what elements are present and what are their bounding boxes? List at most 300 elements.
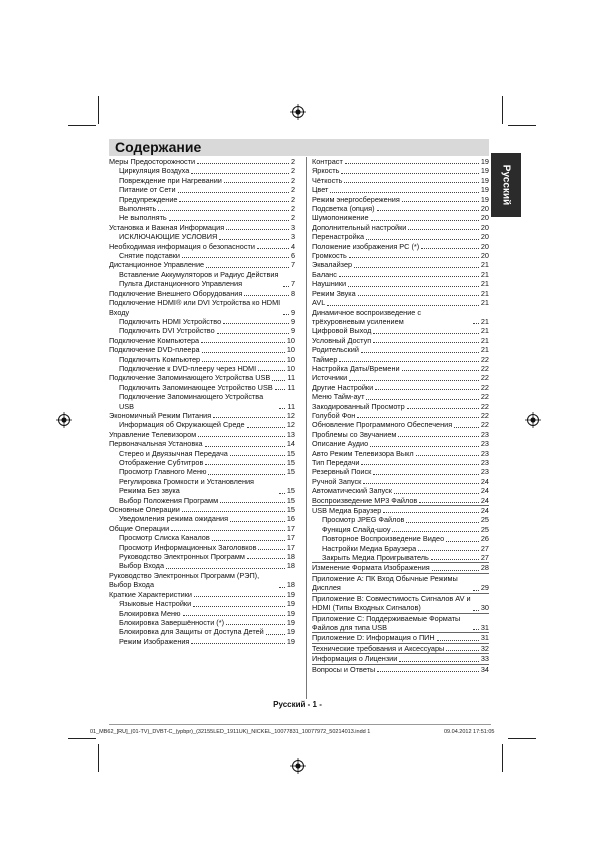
toc-entry[interactable] <box>109 590 295 599</box>
toc-entry[interactable] <box>109 373 295 382</box>
toc-entry-page: 27 <box>480 553 489 563</box>
toc-entry-page: 3 <box>290 222 295 232</box>
toc-entry[interactable] <box>312 166 489 175</box>
toc-entry[interactable] <box>109 232 295 241</box>
toc-entry-page: 22 <box>480 363 489 373</box>
toc-entry[interactable] <box>312 534 489 543</box>
toc-leader-dots <box>416 455 479 456</box>
date-info: 09.04.2012 17:51:05 <box>444 729 495 735</box>
toc-entry-label: Подключение Компьютера <box>109 335 200 345</box>
toc-entry[interactable] <box>312 411 489 420</box>
toc-entry[interactable] <box>312 664 489 674</box>
toc-entry[interactable] <box>109 204 295 213</box>
toc-leader-dots <box>226 624 285 625</box>
toc-leader-dots <box>279 587 285 588</box>
toc-entry-label: Просмотр Информационных Заголовков <box>119 542 257 552</box>
toc-entry-label: Экономичный Режим Питания <box>109 410 212 420</box>
toc-entry-page: 22 <box>480 373 489 383</box>
toc-entry[interactable] <box>109 533 295 542</box>
toc-entry[interactable] <box>312 525 489 534</box>
toc-entry[interactable] <box>312 279 489 288</box>
toc-entry-page: 22 <box>480 392 489 402</box>
bottom-rule <box>109 724 491 725</box>
toc-entry-label: Выбор Входа <box>119 561 164 571</box>
toc-entry[interactable] <box>312 420 489 429</box>
toc-leader-dots <box>330 192 479 193</box>
toc-entry-label: Руководство Электронных Программ (РЭП), Выбор Входа <box>109 570 260 590</box>
toc-leader-dots <box>327 305 479 306</box>
toc-entry-page: 25 <box>480 524 489 534</box>
toc-entry[interactable] <box>312 185 489 194</box>
toc-entry-label: Дистанционное Управление <box>109 260 205 270</box>
toc-entry-label: Информация об Окружающей Среде <box>119 420 245 430</box>
toc-leader-dots <box>224 182 289 183</box>
toc-entry-page: 19 <box>286 636 295 646</box>
toc-leader-dots <box>183 615 285 616</box>
crop-mark <box>508 125 536 126</box>
page-title-bar <box>109 139 489 156</box>
toc-entry[interactable] <box>312 402 489 411</box>
toc-entry[interactable] <box>312 439 489 448</box>
toc-entry[interactable] <box>312 251 489 260</box>
toc-entry-page: 31 <box>480 622 489 632</box>
toc-entry-label: Приложение D: Информация о ПИН <box>312 633 435 643</box>
toc-entry-page: 2 <box>290 213 295 223</box>
toc-entry[interactable] <box>312 553 489 562</box>
toc-entry-label: Наушники <box>312 279 347 289</box>
toc-entry[interactable] <box>109 157 295 166</box>
toc-leader-dots <box>247 427 285 428</box>
toc-entry-label: Приложение C: Поддерживаемые Форматы Файлов для типа USB <box>312 613 461 632</box>
toc-entry[interactable] <box>312 392 489 401</box>
toc-leader-dots <box>193 606 285 607</box>
toc-leader-dots <box>371 220 479 221</box>
toc-entry-page: 17 <box>286 523 295 533</box>
toc-leader-dots <box>169 220 289 221</box>
toc-entry-label: AVL <box>312 298 326 308</box>
toc-entry-page: 15 <box>286 495 295 505</box>
toc-leader-dots <box>473 590 479 591</box>
toc-entry-label: Стерео и Двуязычная Передача <box>119 448 228 458</box>
toc-entry-page: 18 <box>286 552 295 562</box>
toc-entry-page: 13 <box>286 429 295 439</box>
toc-entry[interactable] <box>312 458 489 467</box>
toc-entry[interactable] <box>109 637 295 646</box>
toc-entry[interactable] <box>109 176 295 185</box>
toc-entry[interactable] <box>312 364 489 373</box>
toc-entry[interactable] <box>109 609 295 618</box>
toc-entry-label: Функция Слайд-шоу <box>322 524 391 534</box>
toc-entry-label: Подключение Запоминающего Устройства USB <box>109 373 271 383</box>
toc-entry-page: 23 <box>480 467 489 477</box>
toc-leader-dots <box>418 550 479 551</box>
toc-leader-dots <box>206 267 289 268</box>
toc-leader-dots <box>223 323 289 324</box>
toc-entry[interactable] <box>109 317 295 326</box>
toc-leader-dots <box>358 295 479 296</box>
crop-mark <box>68 738 96 739</box>
toc-entry[interactable] <box>109 166 295 175</box>
toc-entry-label: Цвет <box>312 185 329 195</box>
toc-entry-page: 27 <box>480 543 489 553</box>
toc-entry[interactable] <box>312 289 489 298</box>
language-side-tab-label: Русский <box>500 164 512 206</box>
toc-entry[interactable] <box>312 157 489 166</box>
toc-entry-page: 10 <box>286 335 295 345</box>
toc-entry-page: 2 <box>290 175 295 185</box>
toc-entry[interactable] <box>312 449 489 458</box>
toc-entry-page: 32 <box>480 643 489 653</box>
toc-entry[interactable] <box>312 270 489 279</box>
toc-entry-label: Циркуляция Воздуха <box>119 166 190 176</box>
toc-entry[interactable] <box>109 467 295 476</box>
toc-entry-label: Подсветка (опция) <box>312 204 375 214</box>
toc-entry[interactable] <box>109 524 295 533</box>
toc-leader-dots <box>182 511 285 512</box>
toc-entry-page: 2 <box>290 185 295 195</box>
toc-entry[interactable] <box>312 373 489 382</box>
toc-leader-dots <box>258 549 284 550</box>
toc-entry[interactable] <box>109 439 295 448</box>
toc-entry-label: Первоначальная Установка <box>109 439 203 449</box>
toc-entry[interactable] <box>109 195 295 204</box>
toc-leader-dots <box>373 474 479 475</box>
toc-entry[interactable] <box>109 552 295 561</box>
toc-entry-label: Эквалайзер <box>312 260 353 270</box>
toc-entry[interactable] <box>312 486 489 495</box>
toc-leader-dots <box>354 267 479 268</box>
toc-leader-dots <box>283 314 289 315</box>
toc-entry[interactable] <box>109 383 295 392</box>
toc-entry-label: Режим Изображения <box>119 636 190 646</box>
toc-entry-label: Уведомления режима ожидания <box>119 514 229 524</box>
toc-entry[interactable] <box>109 251 295 260</box>
toc-entry[interactable] <box>109 336 295 345</box>
toc-leader-dots <box>373 342 479 343</box>
toc-entry[interactable] <box>109 458 295 467</box>
toc-leader-dots <box>266 634 285 635</box>
toc-leader-dots <box>230 521 285 522</box>
toc-leader-dots <box>357 417 479 418</box>
toc-entry-page: 6 <box>290 251 295 261</box>
toc-entry-label: Управление Телевизором <box>109 429 197 439</box>
toc-entry-page: 21 <box>480 279 489 289</box>
toc-entry[interactable] <box>109 543 295 552</box>
toc-entry-page: 19 <box>480 157 489 166</box>
toc-entry[interactable] <box>109 289 295 298</box>
toc-entry[interactable] <box>109 514 295 523</box>
toc-entry[interactable] <box>109 326 295 335</box>
toc-leader-dots <box>366 239 479 240</box>
toc-entry[interactable] <box>312 467 489 476</box>
toc-entry-page: 9 <box>290 307 295 317</box>
toc-entry-page: 20 <box>480 204 489 214</box>
toc-entry[interactable] <box>109 345 295 354</box>
toc-entry[interactable] <box>312 176 489 185</box>
toc-entry-label: Руководство Электронных Программ <box>119 552 245 562</box>
toc-leader-dots <box>377 671 479 672</box>
toc-entry[interactable] <box>312 195 489 204</box>
toc-entry[interactable] <box>312 242 489 251</box>
toc-entry-label: Основные Операции <box>109 505 180 515</box>
toc-entry[interactable] <box>312 643 489 653</box>
toc-entry[interactable] <box>312 298 489 307</box>
toc-entry[interactable] <box>312 223 489 232</box>
toc-entry[interactable] <box>109 260 295 269</box>
toc-entry-label: Условный Доступ <box>312 335 372 345</box>
toc-leader-dots <box>205 464 285 465</box>
toc-entry-label: Яркость <box>312 166 340 176</box>
toc-entry-label: Вставление Аккумуляторов и Радиус Действия Пульта Дистанционного Управления <box>119 269 279 289</box>
toc-entry-label: Громкость <box>312 251 347 261</box>
toc-leader-dots <box>370 446 479 447</box>
toc-leader-dots <box>158 210 289 211</box>
toc-entry-page: 19 <box>286 627 295 637</box>
toc-leader-dots <box>402 201 479 202</box>
toc-entry[interactable] <box>109 477 295 496</box>
toc-entry-label: Блокировка для Защиты от Доступа Детей <box>119 627 264 637</box>
toc-leader-dots <box>191 173 289 174</box>
toc-entry-page: 21 <box>480 288 489 298</box>
toc-entry[interactable] <box>312 260 489 269</box>
toc-leader-dots <box>349 257 479 258</box>
toc-entry-page: 24 <box>480 486 489 496</box>
toc-entry-page: 19 <box>286 599 295 609</box>
toc-entry[interactable] <box>109 618 295 627</box>
toc-entry[interactable] <box>109 571 295 590</box>
toc-entry-page: 15 <box>286 467 295 477</box>
toc-leader-dots <box>348 286 479 287</box>
toc-leader-dots <box>212 540 285 541</box>
toc-entry-label: Приложение A: ПК Вход Обычные Режимы Дисплея <box>312 573 458 593</box>
toc-entry[interactable] <box>109 420 295 429</box>
toc-leader-dots <box>473 629 479 630</box>
toc-entry-label: Приложение B: Совместимость Сигналов AV и HDMI (Типы Входных Сигналов) <box>312 593 471 613</box>
toc-entry-page: 17 <box>286 542 295 552</box>
toc-entry[interactable] <box>109 223 295 232</box>
toc-entry-page: 21 <box>480 326 489 336</box>
toc-entry-page: 15 <box>286 458 295 467</box>
toc-entry-label: Не выполнять <box>119 213 167 223</box>
toc-entry-page: 21 <box>480 345 489 355</box>
toc-entry-label: Авто Режим Телевизора Выкл <box>312 448 414 458</box>
toc-leader-dots <box>437 640 479 641</box>
toc-entry[interactable] <box>109 430 295 439</box>
toc-entry-page: 23 <box>480 439 489 449</box>
toc-leader-dots <box>226 229 289 230</box>
toc-entry-label: Подключение DVD-плеера <box>109 345 200 355</box>
toc-entry-page: 8 <box>290 288 295 298</box>
toc-entry[interactable] <box>109 270 295 289</box>
toc-entry[interactable] <box>312 477 489 486</box>
toc-entry[interactable] <box>109 505 295 514</box>
toc-entry-page: 21 <box>480 269 489 279</box>
toc-leader-dots <box>219 239 289 240</box>
toc-entry-label: Шумопонижение <box>312 213 369 223</box>
toc-entry-label: Описание Аудио <box>312 439 369 449</box>
toc-entry[interactable] <box>109 185 295 194</box>
page-footer: Русский - 1 - <box>273 700 322 709</box>
toc-entry-label: Подключение Внешнего Оборудования <box>109 288 243 298</box>
toc-entry-page: 21 <box>480 260 489 270</box>
toc-leader-dots <box>446 650 479 651</box>
toc-entry[interactable] <box>312 308 489 327</box>
toc-entry-page: 7 <box>290 279 295 289</box>
toc-entry[interactable] <box>312 430 489 439</box>
toc-entry[interactable] <box>312 496 489 505</box>
toc-entry[interactable] <box>312 204 489 213</box>
toc-entry-label: Родительский <box>312 345 359 355</box>
toc-entry[interactable] <box>312 593 489 613</box>
toc-entry[interactable] <box>312 505 489 515</box>
toc-entry-label: Дополнительный настройки <box>312 222 407 232</box>
toc-entry-page: 2 <box>290 204 295 214</box>
toc-entry-label: Тип Передачи <box>312 458 360 467</box>
toc-entry-label: Технические требования и Аксессуары <box>312 643 445 653</box>
toc-entry[interactable] <box>109 392 295 411</box>
toc-entry-label: Подключить HDMI Устройство <box>119 316 222 326</box>
toc-entry-label: Подключение к DVD-плееру через HDMI <box>119 363 257 373</box>
toc-entry-label: Повреждение при Нагревании <box>119 175 222 185</box>
toc-entry-label: Подключить DVI Устройство <box>119 326 215 336</box>
toc-leader-dots <box>244 295 289 296</box>
toc-entry-page: 22 <box>480 401 489 411</box>
toc-leader-dots <box>406 522 478 523</box>
toc-entry[interactable] <box>109 449 295 458</box>
toc-entry[interactable] <box>109 298 295 317</box>
toc-entry[interactable] <box>109 242 295 251</box>
toc-entry-page: 24 <box>480 476 489 486</box>
toc-entry-page: 12 <box>286 410 295 420</box>
crop-mark <box>68 125 96 126</box>
toc-entry-page: 33 <box>480 654 489 664</box>
toc-leader-dots <box>392 531 478 532</box>
toc-entry-page: 22 <box>480 410 489 420</box>
toc-entry[interactable] <box>312 383 489 392</box>
crop-mark <box>98 744 99 772</box>
toc-leader-dots <box>182 257 289 258</box>
toc-entry-page: 11 <box>287 373 295 383</box>
toc-entry-label: Отображение Субтитров <box>119 458 204 467</box>
toc-entry-page: 12 <box>286 420 295 430</box>
toc-entry-label: Подключение HDMI® или DVI Устройства ко HDMI Входу <box>109 298 281 317</box>
toc-leader-dots <box>408 229 479 230</box>
toc-entry-page: 18 <box>286 580 295 590</box>
toc-entry-page: 21 <box>480 298 489 308</box>
toc-leader-dots <box>217 333 289 334</box>
toc-entry-page: 18 <box>286 561 295 571</box>
toc-entry[interactable] <box>312 345 489 354</box>
toc-entry-label: Ручной Запуск <box>312 476 362 486</box>
toc-leader-dots <box>179 201 288 202</box>
toc-entry-label: Подключить Запоминающее Устройство USB <box>119 382 273 392</box>
toc-leader-dots <box>202 352 285 353</box>
toc-entry[interactable] <box>312 573 489 593</box>
toc-entry-label: ИСКЛЮЧАЮЩИЕ УСЛОВИЯ <box>119 232 218 242</box>
toc-entry[interactable] <box>109 355 295 364</box>
toc-entry[interactable] <box>312 653 489 663</box>
registration-mark-right <box>525 412 541 428</box>
toc-entry-page: 21 <box>480 316 489 326</box>
toc-entry[interactable] <box>109 364 295 373</box>
toc-entry-page: 2 <box>290 157 295 166</box>
toc-leader-dots <box>345 163 479 164</box>
toc-leader-dots <box>194 596 285 597</box>
toc-entry-label: Блокировка Завершённости (*) <box>119 617 225 627</box>
toc-entry-label: Цифровой Выход <box>312 326 372 336</box>
toc-leader-dots <box>230 455 285 456</box>
toc-entry[interactable] <box>312 336 489 345</box>
toc-entry[interactable] <box>312 613 489 633</box>
toc-entry[interactable] <box>109 213 295 222</box>
toc-entry[interactable] <box>312 355 489 364</box>
toc-entry-page: 22 <box>480 354 489 364</box>
toc-leader-dots <box>341 173 478 174</box>
toc-entry-page: 3 <box>290 232 295 242</box>
toc-entry-label: Подключить Компьютер <box>119 354 201 364</box>
toc-leader-dots <box>198 436 285 437</box>
toc-entry-label: Автоматический Запуск <box>312 486 392 496</box>
toc-right-column <box>312 157 489 674</box>
toc-entry-page: 11 <box>287 382 295 392</box>
crop-mark <box>98 96 99 124</box>
toc-entry-label: Предупреждение <box>119 194 178 204</box>
toc-entry-label: Чёткость <box>312 175 343 185</box>
toc-entry[interactable] <box>312 562 489 572</box>
crop-mark <box>508 738 536 739</box>
toc-leader-dots <box>279 493 285 494</box>
crop-mark <box>502 96 503 124</box>
toc-entry[interactable] <box>109 627 295 636</box>
toc-leader-dots <box>375 389 479 390</box>
toc-entry[interactable] <box>312 632 489 642</box>
toc-entry-page: 11 <box>287 401 295 411</box>
toc-entry-page: 23 <box>480 448 489 458</box>
column-divider <box>306 157 307 699</box>
toc-entry[interactable] <box>109 496 295 505</box>
toc-leader-dots <box>178 192 289 193</box>
toc-entry-label: Перенастройка <box>312 232 365 242</box>
page-title: Содержание <box>115 139 202 155</box>
toc-leader-dots <box>344 182 478 183</box>
toc-entry-page: 21 <box>480 335 489 345</box>
toc-leader-dots <box>339 361 478 362</box>
toc-entry[interactable] <box>312 326 489 335</box>
toc-entry-page: 26 <box>480 534 489 544</box>
toc-entry[interactable] <box>109 561 295 570</box>
toc-entry-page: 20 <box>480 213 489 223</box>
toc-entry-label: Изменение Формата Изображения <box>312 563 430 573</box>
toc-entry-label: Меню Тайм-аут <box>312 392 365 402</box>
toc-entry-page: 19 <box>480 194 489 204</box>
toc-entry-page: 19 <box>286 608 295 618</box>
toc-entry[interactable] <box>109 411 295 420</box>
toc-entry-page: 20 <box>480 241 489 251</box>
toc-entry-page: 2 <box>290 194 295 204</box>
toc-entry-label: Настройка Даты/Времени <box>312 363 400 373</box>
toc-entry[interactable] <box>312 232 489 241</box>
toc-entry[interactable] <box>312 515 489 524</box>
toc-entry[interactable] <box>312 213 489 222</box>
toc-entry[interactable] <box>109 599 295 608</box>
toc-leader-dots <box>201 342 285 343</box>
toc-entry[interactable] <box>312 544 489 553</box>
toc-entry-page: 4 <box>290 241 295 251</box>
toc-leader-dots <box>421 248 479 249</box>
registration-mark-bottom <box>290 758 306 774</box>
toc-entry-page: 16 <box>286 514 295 524</box>
registration-mark-left <box>56 412 72 428</box>
